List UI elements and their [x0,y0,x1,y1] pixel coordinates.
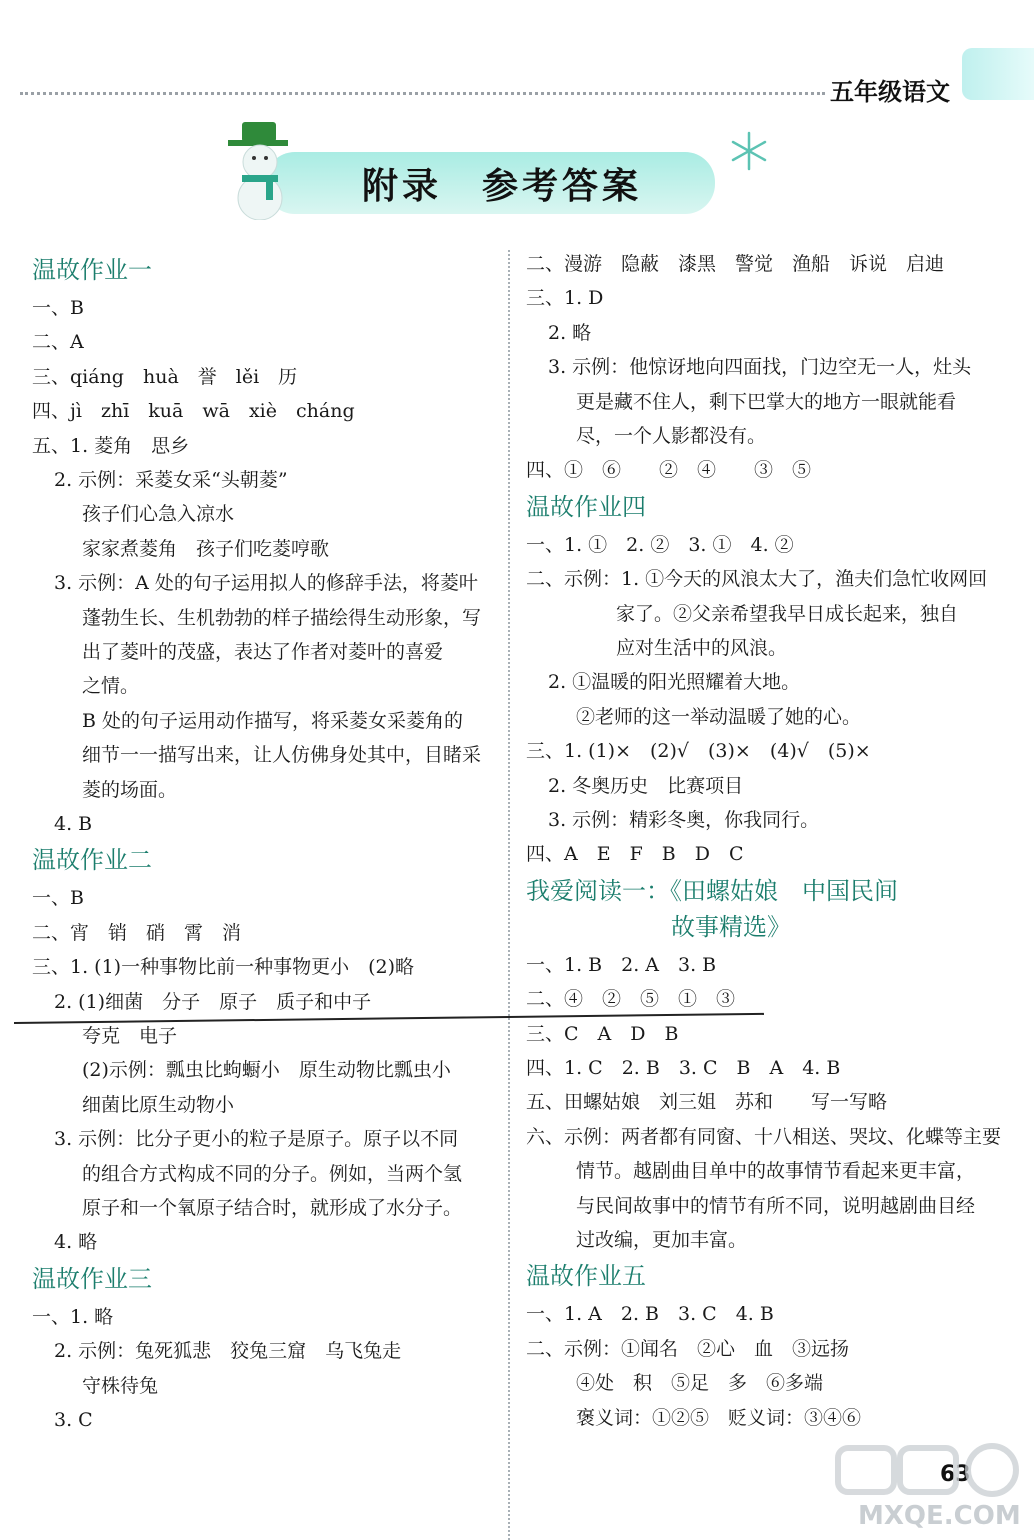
section-heading: 温故作业二 [32,846,152,875]
answer-line: 六、示例：两者都有同窗、十八相送、哭坟、化蝶等主要 [526,1125,1002,1148]
watermark-logo [828,1440,1028,1530]
answer-line: 菱的场面。 [82,778,178,801]
answer-line: 一、B [32,297,84,319]
answer-line: 与民间故事中的情节有所不同，说明越剧曲目经 [576,1194,976,1217]
answer-line: 3. C [54,1409,93,1431]
answer-line: 二、宵 销 硝 霄 消 [32,921,242,944]
section-heading: 温故作业三 [32,1264,152,1293]
answer-line: 家了。②父亲希望我早日成长起来，独自 [616,602,959,625]
answer-line: 情节。越剧曲目单中的故事情节看起来更丰富， [576,1160,976,1183]
answer-line: 二、示例：①闻名 ②心 血 ③远扬 [526,1337,850,1360]
answer-line: 四、jì zhī kuā wā xiè cháng [32,400,355,423]
answer-line: 五、1. 菱角 思乡 [32,434,190,457]
answer-line: 五、田螺姑娘 刘三姐 苏和 写一写略 [526,1091,888,1114]
answer-line: 3. 示例：他惊讶地向四面找，门边空无一人，灶头 [548,356,972,379]
answer-line: 2. (1)细菌 分子 原子 质子和中子 [54,990,372,1013]
answer-line: 应对生活中的风浪。 [616,637,788,659]
answer-line: 二、A [32,331,84,354]
answer-line: 4. 略 [54,1231,98,1254]
answer-line: 过改编，更加丰富。 [576,1229,748,1251]
answer-line: 三、1. D [526,287,604,310]
answer-line: 一、1. A 2. B 3. C 4. B [526,1303,774,1326]
answer-line: 三、qiáng huà 誉 lěi 历 [32,365,298,388]
answer-line: 2. 示例：兔死狐悲 狡兔三窟 乌飞兔走 [54,1340,402,1363]
answer-line: 一、1. 略 [32,1305,114,1328]
answer-line: 孩子们心急入凉水 [82,503,235,526]
answer-line: 原子和一个氧原子结合时，就形成了水分子。 [82,1197,463,1219]
section-heading: 温故作业一 [32,256,152,284]
answer-line: 褒义词：①②⑤ 贬义词：③④⑥ [576,1406,862,1429]
answer-line: B 处的句子运用动作描写，将采菱女采菱角的 [82,709,464,732]
answer-line: 家家煮菱角 孩子们吃菱哼歌 [82,537,330,560]
answer-line: 3. 示例：精彩冬奥，你我同行。 [548,809,820,831]
answer-line: 出了菱叶的茂盛，表达了作者对菱叶的喜爱 [82,641,444,663]
answer-line: 三、C A D B [526,1022,679,1045]
section-heading: 温故作业五 [526,1262,646,1291]
answer-line: 一、1. B 2. A 3. B [526,953,717,976]
answer-line: 四、1. C 2. B 3. C B A 4. B [526,1057,841,1079]
answer-line: 三、1. (1)× (2)√ (3)× (4)√ (5)× [526,740,871,763]
answer-line: 的组合方式构成不同的分子。例如，当两个氢 [82,1162,463,1185]
answer-line: 尽，一个人影都没有。 [576,425,767,447]
answer-line: 2. ①温暖的阳光照耀着大地。 [548,671,801,694]
answer-line: 细节一一描写出来，让人仿佛身处其中，目睹采 [82,744,482,767]
svg-text:MXQE.COM: MXQE.COM [858,1501,1021,1530]
section-heading: 温故作业四 [526,492,646,521]
answer-line: 3. 示例：A 处的句子运用拟人的修辞手法，将菱叶 [54,572,478,595]
snowflake-icon [728,130,770,172]
answer-line: 2. 冬奥历史 比赛项目 [548,774,744,797]
answer-line: 2. 略 [548,321,592,344]
answer-line: 3. 示例：比分子更小的粒子是原子。原子以不同 [54,1128,459,1151]
section-heading: 我爱阅读一：《田螺姑娘 中国民间 [526,876,898,905]
answer-line: 一、1. ① 2. ② 3. ① 4. ② [526,533,794,556]
answer-line: 二、示例：1. ①今天的风浪太大了，渔夫们急忙收网回 [526,568,988,591]
answer-line: 更是藏不住人，剩下巴掌大的地方一眼就能看 [576,390,957,413]
page-title: 附录 参考答案 [362,166,643,207]
answer-line: 4. B [54,813,93,835]
answer-line: 一、B [32,887,84,910]
answer-line: 四、① ⑥ ② ④ ③ ⑤ [526,459,812,482]
answer-line: 二、④ ② ⑤ ① ③ [526,988,736,1011]
column-divider [508,250,510,1540]
answer-line: 夸克 电子 [82,1025,178,1047]
answer-line: ②老师的这一举动温暖了她的心。 [576,705,862,728]
section-heading: 故事精选》 [671,912,791,941]
answer-line: (2)示例：瓢虫比蚼蟵小 原生动物比瓢虫小 [82,1059,451,1082]
answer-line: 二、漫游 隐蔽 漆黑 警觉 渔船 诉说 启迪 [526,253,945,275]
snowman-icon [220,120,300,220]
answer-line: 之情。 [82,675,140,698]
header-grade-label: 五年级语文 [830,78,950,106]
answer-line: 2. 示例：采菱女采“头朝菱” [54,469,288,491]
answer-line: 蓬勃生长、生机勃勃的样子描绘得生动形象，写 [82,606,482,629]
page-number: 63 [940,1462,971,1487]
answer-line: 细菌比原生动物小 [82,1093,235,1116]
answer-line: 守株待兔 [82,1374,159,1397]
answer-line: 三、1. (1)一种事物比前一种事物更小 (2)略 [32,956,414,979]
answer-line: 四、A E F B D C [526,843,744,866]
header-tab [962,48,1034,100]
answer-line: ④处 积 ⑤足 多 ⑥多端 [576,1372,824,1395]
header-dotted-rule [20,92,825,95]
